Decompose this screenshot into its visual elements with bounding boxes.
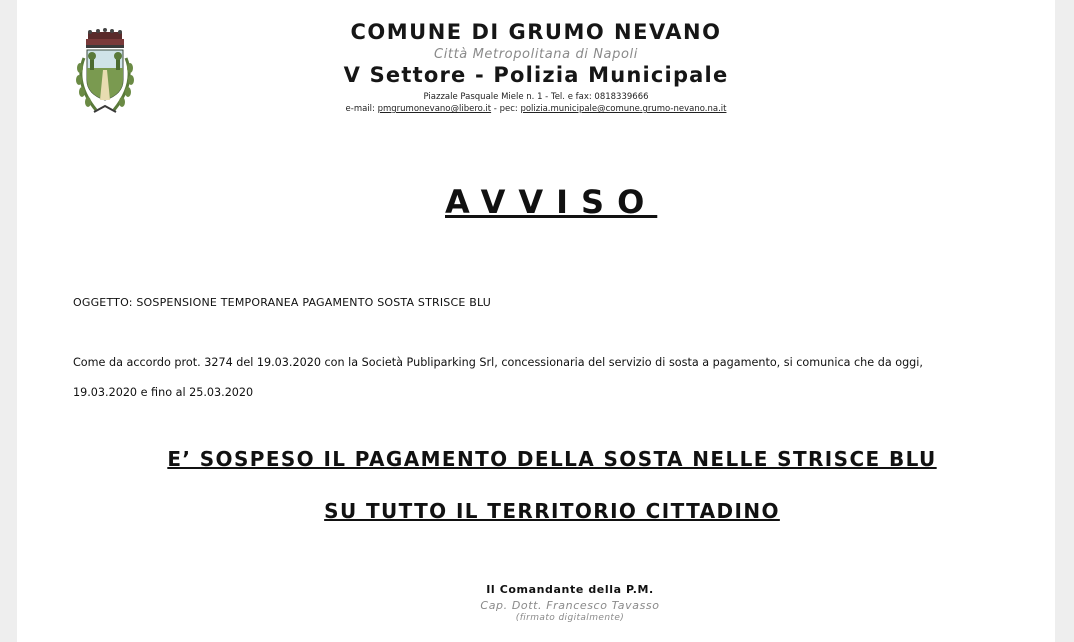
contact-line <box>17 104 1055 114</box>
municipality-name: COMUNE DI GRUMO NEVANO <box>350 20 722 44</box>
notice-body-line-2: 19.03.2020 e fino al 25.03.2020 <box>73 386 254 399</box>
signature-name: Cap. Dott. Francesco Tavasso <box>480 599 660 612</box>
notice-body-line-1: Come da accordo prot. 3274 del 19.03.2020 con la Società Publiparking Srl, concessionaria del servizio di sosta a pagamento, si comunica che da oggi, <box>73 356 923 369</box>
department-name: V Settore - Polizia Municipale <box>343 63 729 87</box>
email-link[interactable]: pmgrumonevano@libero.it <box>377 104 492 114</box>
pec-label: - pec: <box>491 104 521 114</box>
signature-note: (firmato digitalmente) <box>515 613 625 623</box>
address-line: Piazzale Pasquale Miele n. 1 - Tel. e fax: 0818339666 <box>423 92 649 102</box>
metro-city: Città Metropolitana di Napoli <box>434 47 638 62</box>
email-label: e-mail: <box>345 104 378 114</box>
highlight-line-1: E’ SOSPESO IL PAGAMENTO DELLA SOSTA NELLE STRISCE BLU <box>167 447 937 471</box>
notice-subject: OGGETTO: SOSPENSIONE TEMPORANEA PAGAMENTO SOSTA STRISCE BLU <box>73 296 491 309</box>
document-page <box>17 0 1055 642</box>
pec-link[interactable]: polizia.municipale@comune.grumo-nevano.na.it <box>520 104 727 114</box>
notice-title: AVVISO <box>445 183 658 221</box>
highlight-line-2: SU TUTTO IL TERRITORIO CITTADINO <box>324 499 780 523</box>
signature-role: Il Comandante della P.M. <box>486 583 654 596</box>
